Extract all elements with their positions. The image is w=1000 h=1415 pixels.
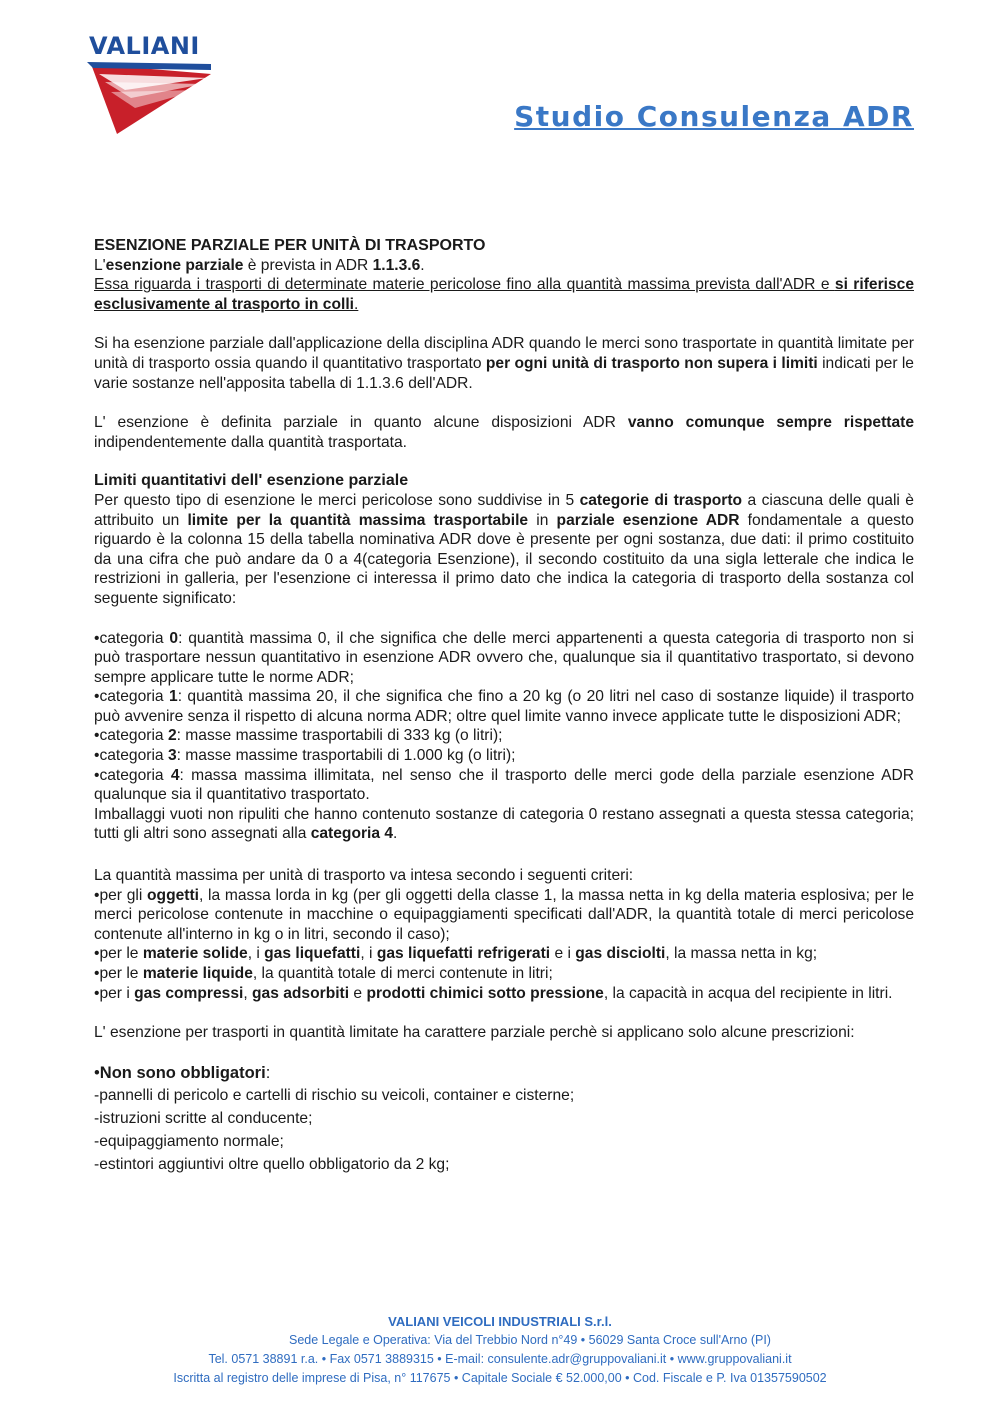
text: •categoria <box>94 688 169 706</box>
bold-text: per ogni unità di trasporto non supera i limiti <box>485 354 818 372</box>
text: è prevista in ADR <box>243 256 373 274</box>
not-mandatory-list <box>94 1084 914 1176</box>
text: •per le <box>94 945 143 963</box>
bold-text: oggetti <box>147 886 199 904</box>
text: a ciascuna delle quali è attribuito un <box>94 491 914 529</box>
category-2 <box>94 726 914 746</box>
text: •per gli <box>94 886 148 904</box>
text: Per questo tipo di esenzione le merci pericolose sono suddivise in 5 <box>94 491 580 509</box>
bold-text: 4 <box>170 766 180 784</box>
text: : quantità massima 20, il che significa che fino a 20 kg (o 20 litri nel caso di sostanze liquide) il trasporto può avvenire senza il rispetto di alcuna norma ADR; oltre quel limite vanno invece applicate tutte le disposizioni ADR; <box>94 688 914 725</box>
text: , i <box>360 945 377 963</box>
text: •per le <box>94 965 143 982</box>
category-4 <box>94 766 914 805</box>
text: •categoria <box>94 629 170 647</box>
text: in <box>528 511 557 529</box>
category-3 <box>94 746 914 766</box>
criterion-gases <box>94 984 914 1004</box>
bold-text: 1 <box>169 688 178 706</box>
list-item: -pannelli di pericolo e cartelli di rischio su veicoli, container e cisterne; <box>94 1086 575 1104</box>
text: : massa massima illimitata, nel senso che il trasporto delle merci gode della parziale esenzione ADR qualunque sia il quantitativo trasportato. <box>94 766 914 804</box>
bold-text: si riferisce esclusivamente al trasporto in colli <box>94 276 914 313</box>
bold-text: gas liquefatti <box>264 945 361 963</box>
bold-text: vanno comunque sempre rispettate <box>627 414 914 432</box>
text: e <box>349 984 367 1002</box>
text: Si ha esenzione parziale dall'applicazione della disciplina ADR quando le merci sono trasportate in quantità limitate per unità di trasporto ossia quando il quantitativo trasportato <box>94 335 914 372</box>
bold-text: Non sono obbligatori <box>99 1063 266 1082</box>
text: Essa riguarda i trasporti di determinate materie pericolose fino alla quantità massima prevista dall'ADR e <box>94 276 835 294</box>
category-1 <box>94 687 914 726</box>
bold-text: gas adsorbiti <box>252 984 350 1002</box>
text: e i <box>550 945 576 963</box>
text: indipendentemente dalla quantità trasportata. <box>94 433 407 451</box>
paragraph-categories <box>94 491 914 609</box>
text: . <box>420 256 425 274</box>
section-heading: ESENZIONE PARZIALE PER UNITÀ DI TRASPORTO <box>94 237 486 254</box>
footer-company: VALIANI VEICOLI INDUSTRIALI S.r.l. <box>388 1314 612 1329</box>
paragraph-limits <box>94 334 914 393</box>
text: fondamentale a questo riguardo è la colonna 15 della tabella nominativa ADR dove è presente per ogni sostanza, due dati: il primo costituito da una cifra che può andare da 0 a 4(categoria Esenzione), il secondo costituito da una sigla letterale che indica le restrizioni in galleria, per l'esenzione ci interessa il primo dato che indica la categoria di trasporto della sostanza col seguente significato: <box>94 511 914 607</box>
logo-swoosh-icon <box>85 60 215 138</box>
page-footer <box>0 1312 1000 1388</box>
text: indicati per le varie sostanze nell'apposita tabella di 1.1.3.6 dell'ADR. <box>94 354 914 392</box>
studio-title: Studio Consulenza ADR <box>514 100 914 133</box>
bold-text: 3 <box>167 747 177 765</box>
bold-text: gas disciolti <box>575 945 666 963</box>
subheading-limits: Limiti quantitativi dell' esenzione parziale <box>94 472 409 490</box>
text: : quantità massima 0, il che significa che delle merci appartenenti a questa categoria di trasporto non si può trasportare nessun quantitativo in esenzione ADR ovvero che, qualunque sia il quantitativo trasportato, si devono sempre applicare tutte le norme ADR; <box>94 629 914 686</box>
text: Imballaggi vuoti non ripuliti che hanno contenuto sostanze di categoria 0 restano assegnati a questa stessa categoria; tutti gli altri sono assegnati alla <box>94 805 914 843</box>
bold-text: categoria 4 <box>310 825 394 843</box>
text: : masse massime trasportabili di 1.000 kg (o litri); <box>176 747 516 765</box>
paragraph-partial <box>94 413 914 452</box>
text: . <box>354 295 359 313</box>
text: , i <box>247 945 265 963</box>
text: •categoria <box>94 747 168 765</box>
footer-contacts: Tel. 0571 38891 r.a. • Fax 0571 3889315 • E-mail: consulente.adr@gruppovaliani.it • www.gruppovaliani.it <box>208 1352 792 1366</box>
bold-text: prodotti chimici sotto pressione <box>366 984 604 1002</box>
paragraph-scope <box>94 275 914 314</box>
paragraph-intro <box>94 256 914 276</box>
text: : masse massime trasportabili di 333 kg (o litri); <box>176 727 503 745</box>
text: : <box>265 1063 271 1082</box>
text: . <box>393 825 398 843</box>
bold-text: gas liquefatti refrigerati <box>376 945 551 963</box>
footer-registry: Iscritta al registro delle imprese di Pisa, n° 117675 • Capitale Sociale € 52.000,00 • Cod. Fiscale e P. Iva 01357590502 <box>173 1371 827 1385</box>
paragraph-prescriptions: L' esenzione per trasporti in quantità limitate ha carattere parziale perchè si applicano solo alcune prescrizioni: <box>94 1024 855 1042</box>
bold-text: limite per la quantità massima trasportabile <box>187 511 529 529</box>
bold-text: materie liquide <box>142 965 253 982</box>
text: L' esenzione è definita parziale in quanto alcune disposizioni ADR <box>94 414 628 432</box>
paragraph-packaging <box>94 805 914 844</box>
text: •per i <box>94 984 135 1002</box>
list-item: -istruzioni scritte al conducente; <box>94 1109 313 1127</box>
text: , la massa netta in kg; <box>665 945 818 963</box>
not-mandatory-heading <box>94 1062 914 1084</box>
list-item: -estintori aggiuntivi oltre quello obbligatorio da 2 kg; <box>94 1155 450 1173</box>
text: , la quantità totale di merci contenute in litri; <box>252 965 553 982</box>
category-0 <box>94 629 914 688</box>
bold-text: parziale esenzione ADR <box>556 511 740 529</box>
document-body <box>94 236 914 1176</box>
text: •categoria <box>94 766 171 784</box>
bold-text: gas compressi <box>134 984 244 1002</box>
criterion-solids <box>94 944 914 964</box>
criterion-liquids <box>94 964 914 984</box>
bold-text: 1.1.3.6 <box>372 256 421 274</box>
bold-text: 2 <box>167 727 177 745</box>
bold-text: materie solide <box>142 945 248 963</box>
text: •categoria <box>94 727 168 745</box>
bold-text: 0 <box>169 629 179 647</box>
text: L' <box>94 256 106 274</box>
bold-text: categorie di trasporto <box>579 491 743 509</box>
text: , <box>243 984 253 1002</box>
paragraph-criteria-intro: La quantità massima per unità di trasporto va intesa secondo i seguenti criteri: <box>94 867 634 885</box>
logo-text: VALIANI <box>89 32 200 60</box>
list-item: -equipaggiamento normale; <box>94 1132 284 1150</box>
criterion-objects <box>94 886 914 945</box>
text: , la massa lorda in kg (per gli oggetti della classe 1, la massa netta in kg della materia esplosiva; per le merci pericolose contenute in macchine o equipaggiamenti specificati dall'ADR, la quantità totale di merci pericolose contenute all'interno in kg o in litri, secondo il caso); <box>94 886 915 943</box>
bullet: • <box>94 1063 100 1082</box>
text: , la capacità in acqua del recipiente in litri. <box>603 984 893 1002</box>
bold-text: esenzione parziale <box>105 256 244 274</box>
valiani-logo <box>85 32 225 137</box>
footer-address: Sede Legale e Operativa: Via del Trebbio Nord n°49 • 56029 Santa Croce sull'Arno (PI) <box>289 1333 771 1347</box>
